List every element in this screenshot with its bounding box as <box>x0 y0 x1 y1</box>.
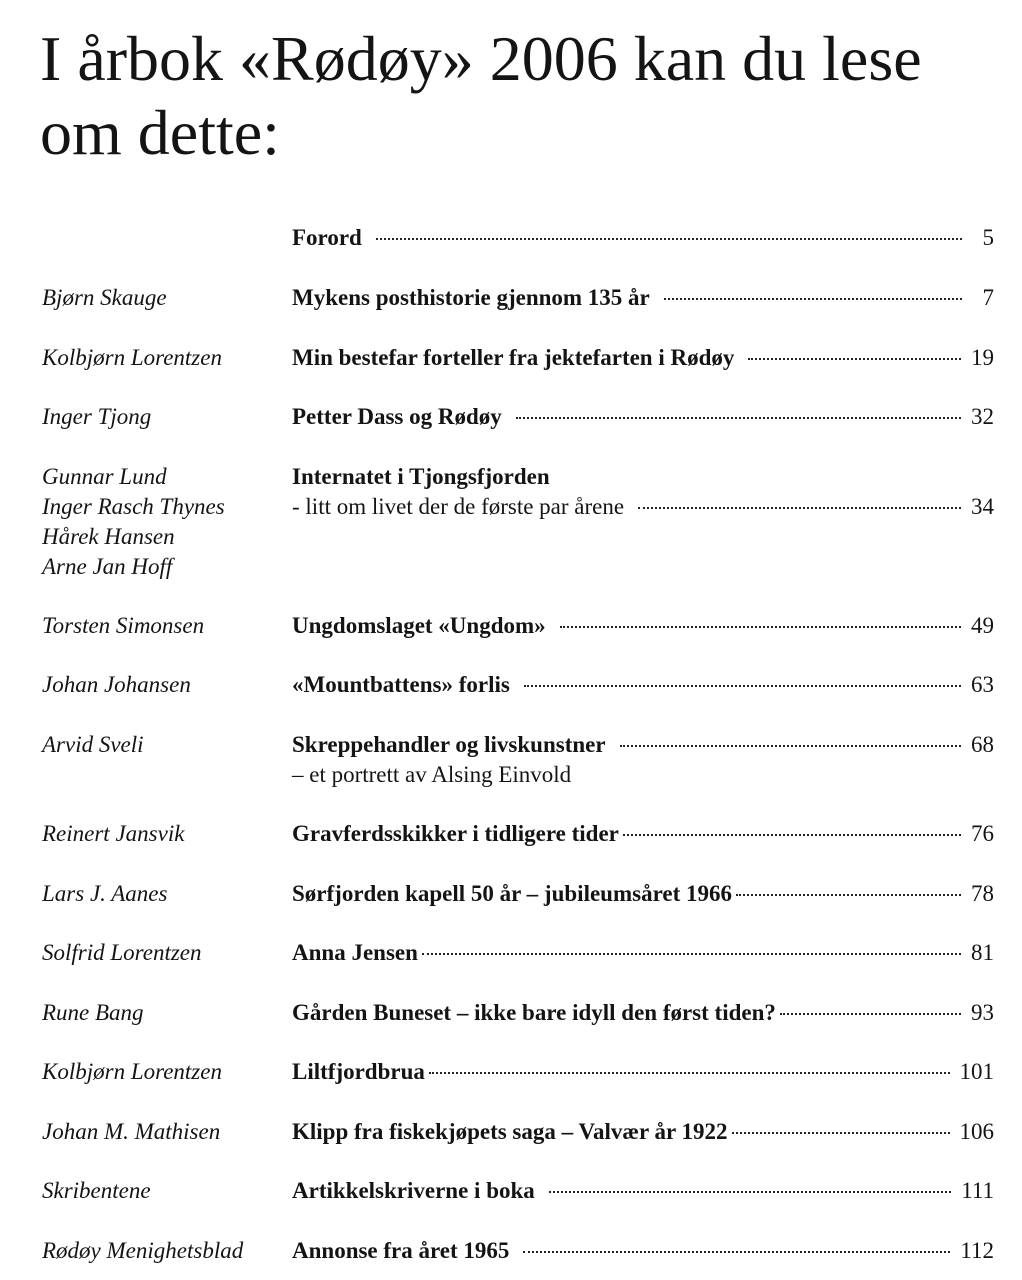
toc-entry-main <box>292 462 994 522</box>
toc-entry-main <box>292 998 994 1028</box>
toc-entry-page-number: 78 <box>971 881 994 906</box>
toc-entry-title: Artikkelskriverne i boka <box>292 1178 535 1203</box>
toc-entry-line <box>292 670 994 700</box>
leader-dots <box>376 238 962 240</box>
author-name: Reinert Jansvik <box>42 821 185 846</box>
page-title-line-2: om dette: <box>40 97 280 168</box>
author-name: Lars J. Aanes <box>42 881 168 906</box>
author-name: Gunnar Lund <box>42 464 167 489</box>
toc-entry-line <box>292 760 994 790</box>
author-name: Solfrid Lorentzen <box>42 940 202 965</box>
author-name: Rødøy Menighetsblad <box>42 1238 244 1263</box>
toc-entry-authors <box>42 1236 243 1266</box>
toc-entry-main <box>292 1057 994 1087</box>
leader-dots <box>524 685 961 687</box>
toc-entry-page-number: 32 <box>971 404 994 429</box>
toc-entry-authors <box>42 670 191 700</box>
toc-entry-line <box>292 879 994 909</box>
toc-entry-authors <box>42 998 144 1028</box>
toc-entry-page-number: 93 <box>971 1000 994 1025</box>
leader-dots <box>620 745 961 747</box>
toc-entry-title: Internatet i Tjongsfjorden <box>292 464 550 489</box>
toc-entry-authors <box>42 1057 222 1087</box>
toc-entry-page-number: 112 <box>960 1238 994 1263</box>
toc-entry-page-number: 34 <box>971 494 994 519</box>
toc-entry-line <box>292 1176 994 1206</box>
toc-entry-title: Petter Dass og Rødøy <box>292 404 502 429</box>
author-name: Inger Rasch Thynes <box>42 494 225 519</box>
toc-entry-line <box>292 283 994 313</box>
toc-entry-page-number: 68 <box>971 732 994 757</box>
toc-entry-line <box>292 938 994 968</box>
toc-entry-main <box>292 1176 994 1206</box>
author-name: Inger Tjong <box>42 404 152 429</box>
toc-entry-page-number: 76 <box>971 821 994 846</box>
toc-entry-main <box>292 343 994 373</box>
leader-dots <box>780 1013 961 1015</box>
author-name: Kolbjørn Lorentzen <box>42 1059 222 1084</box>
toc-entry-main <box>292 611 994 641</box>
leader-dots <box>549 1191 951 1193</box>
leader-dots <box>623 834 961 836</box>
toc-entry-title: Sørfjorden kapell 50 år – jubileumsåret 1966 <box>292 881 732 906</box>
toc-entry-main <box>292 819 994 849</box>
page-title <box>40 22 1000 170</box>
leader-dots <box>516 417 961 419</box>
toc-entry-title: Min bestefar forteller fra jektefarten i Rødøy <box>292 345 735 370</box>
toc-entry-main <box>292 1117 994 1147</box>
author-name: Arne Jan Hoff <box>42 554 173 579</box>
toc-entry-authors <box>42 730 144 760</box>
toc-entry-authors <box>42 879 167 909</box>
toc-entry-title: Annonse fra året 1965 <box>292 1238 510 1263</box>
leader-dots <box>638 507 961 509</box>
toc-entry-line <box>292 343 994 373</box>
toc-entry-page-number: 5 <box>982 225 994 250</box>
toc-entry-page-number: 106 <box>959 1119 994 1144</box>
author-name: Kolbjørn Lorentzen <box>42 345 222 370</box>
toc-entry-subtitle: – et portrett av Alsing Einvold <box>292 762 572 787</box>
toc-entry-page-number: 111 <box>961 1178 994 1203</box>
toc-entry-line <box>292 223 994 253</box>
author-name: Johan Johansen <box>42 672 191 697</box>
leader-dots <box>560 626 961 628</box>
toc-entry-title: Gravferdsskikker i tidligere tider <box>292 821 619 846</box>
toc-entry-page-number: 101 <box>959 1059 994 1084</box>
author-name: Arvid Sveli <box>42 732 144 757</box>
toc-entry-title: Forord <box>292 225 362 250</box>
toc-entry-page-number: 7 <box>982 285 994 310</box>
toc-entry-authors <box>42 1176 151 1206</box>
toc-entry-page-number: 81 <box>971 940 994 965</box>
toc-entry-main <box>292 730 994 790</box>
leader-dots <box>732 1132 950 1134</box>
author-name: Bjørn Skauge <box>42 285 167 310</box>
page-title-line-1: I årbok «Rødøy» 2006 kan du lese <box>40 23 922 94</box>
toc-entry-main <box>292 283 994 313</box>
toc-entry-line <box>292 492 994 522</box>
author-name: Torsten Simonsen <box>42 613 205 638</box>
toc-entry-authors <box>42 283 167 313</box>
toc-entry-title: Skreppehandler og livskunstner <box>292 732 606 757</box>
toc-entry-title: Gården Buneset – ikke bare idyll den først tiden? <box>292 1000 776 1025</box>
toc-entry-title: Ungdomslaget «Ungdom» <box>292 613 546 638</box>
leader-dots <box>748 358 961 360</box>
toc-entry-main <box>292 402 994 432</box>
leader-dots <box>429 1072 950 1074</box>
toc-entry-subtitle: - litt om livet der de første par årene <box>292 494 625 519</box>
leader-dots <box>422 953 961 955</box>
author-name: Rune Bang <box>42 1000 144 1025</box>
toc-entry-line <box>292 998 994 1028</box>
leader-dots <box>523 1251 950 1253</box>
author-name: Skribentene <box>42 1178 151 1203</box>
toc-entry-line <box>292 462 994 492</box>
toc-entry-title: Mykens posthistorie gjennom 135 år <box>292 285 650 310</box>
toc-entry-title: Liltfjordbrua <box>292 1059 425 1084</box>
leader-dots <box>664 298 962 300</box>
toc-entry-line <box>292 1057 994 1087</box>
author-name: Johan M. Mathisen <box>42 1119 221 1144</box>
toc-entry-line <box>292 402 994 432</box>
toc-entry-authors <box>42 462 225 582</box>
toc-entry-line <box>292 1117 994 1147</box>
toc-entry-title: Anna Jensen <box>292 940 418 965</box>
toc-entry-authors <box>42 402 151 432</box>
toc-entry-main <box>292 879 994 909</box>
toc-entry-main <box>292 670 994 700</box>
toc-entry-page-number: 63 <box>971 672 994 697</box>
leader-dots <box>736 894 961 896</box>
toc-entry-main <box>292 938 994 968</box>
toc-entry-main <box>292 1236 994 1266</box>
toc-entry-page-number: 19 <box>971 345 994 370</box>
toc-entry-title: «Mountbattens» forlis <box>292 672 510 697</box>
toc-entry-line <box>292 819 994 849</box>
toc-entry-page-number: 49 <box>971 613 994 638</box>
toc-entry-authors <box>42 938 202 968</box>
toc-entry-title: Klipp fra fiskekjøpets saga – Valvær år 1922 <box>292 1119 728 1144</box>
toc-entry-line <box>292 611 994 641</box>
toc-entry-line <box>292 1236 994 1266</box>
toc-entry-authors <box>42 343 222 373</box>
toc-entry-line <box>292 730 994 760</box>
toc-entry-authors <box>42 611 204 641</box>
toc-entry-authors <box>42 819 184 849</box>
toc-entry-main <box>292 223 994 253</box>
author-name: Hårek Hansen <box>42 524 175 549</box>
toc-entry-authors <box>42 1117 220 1147</box>
